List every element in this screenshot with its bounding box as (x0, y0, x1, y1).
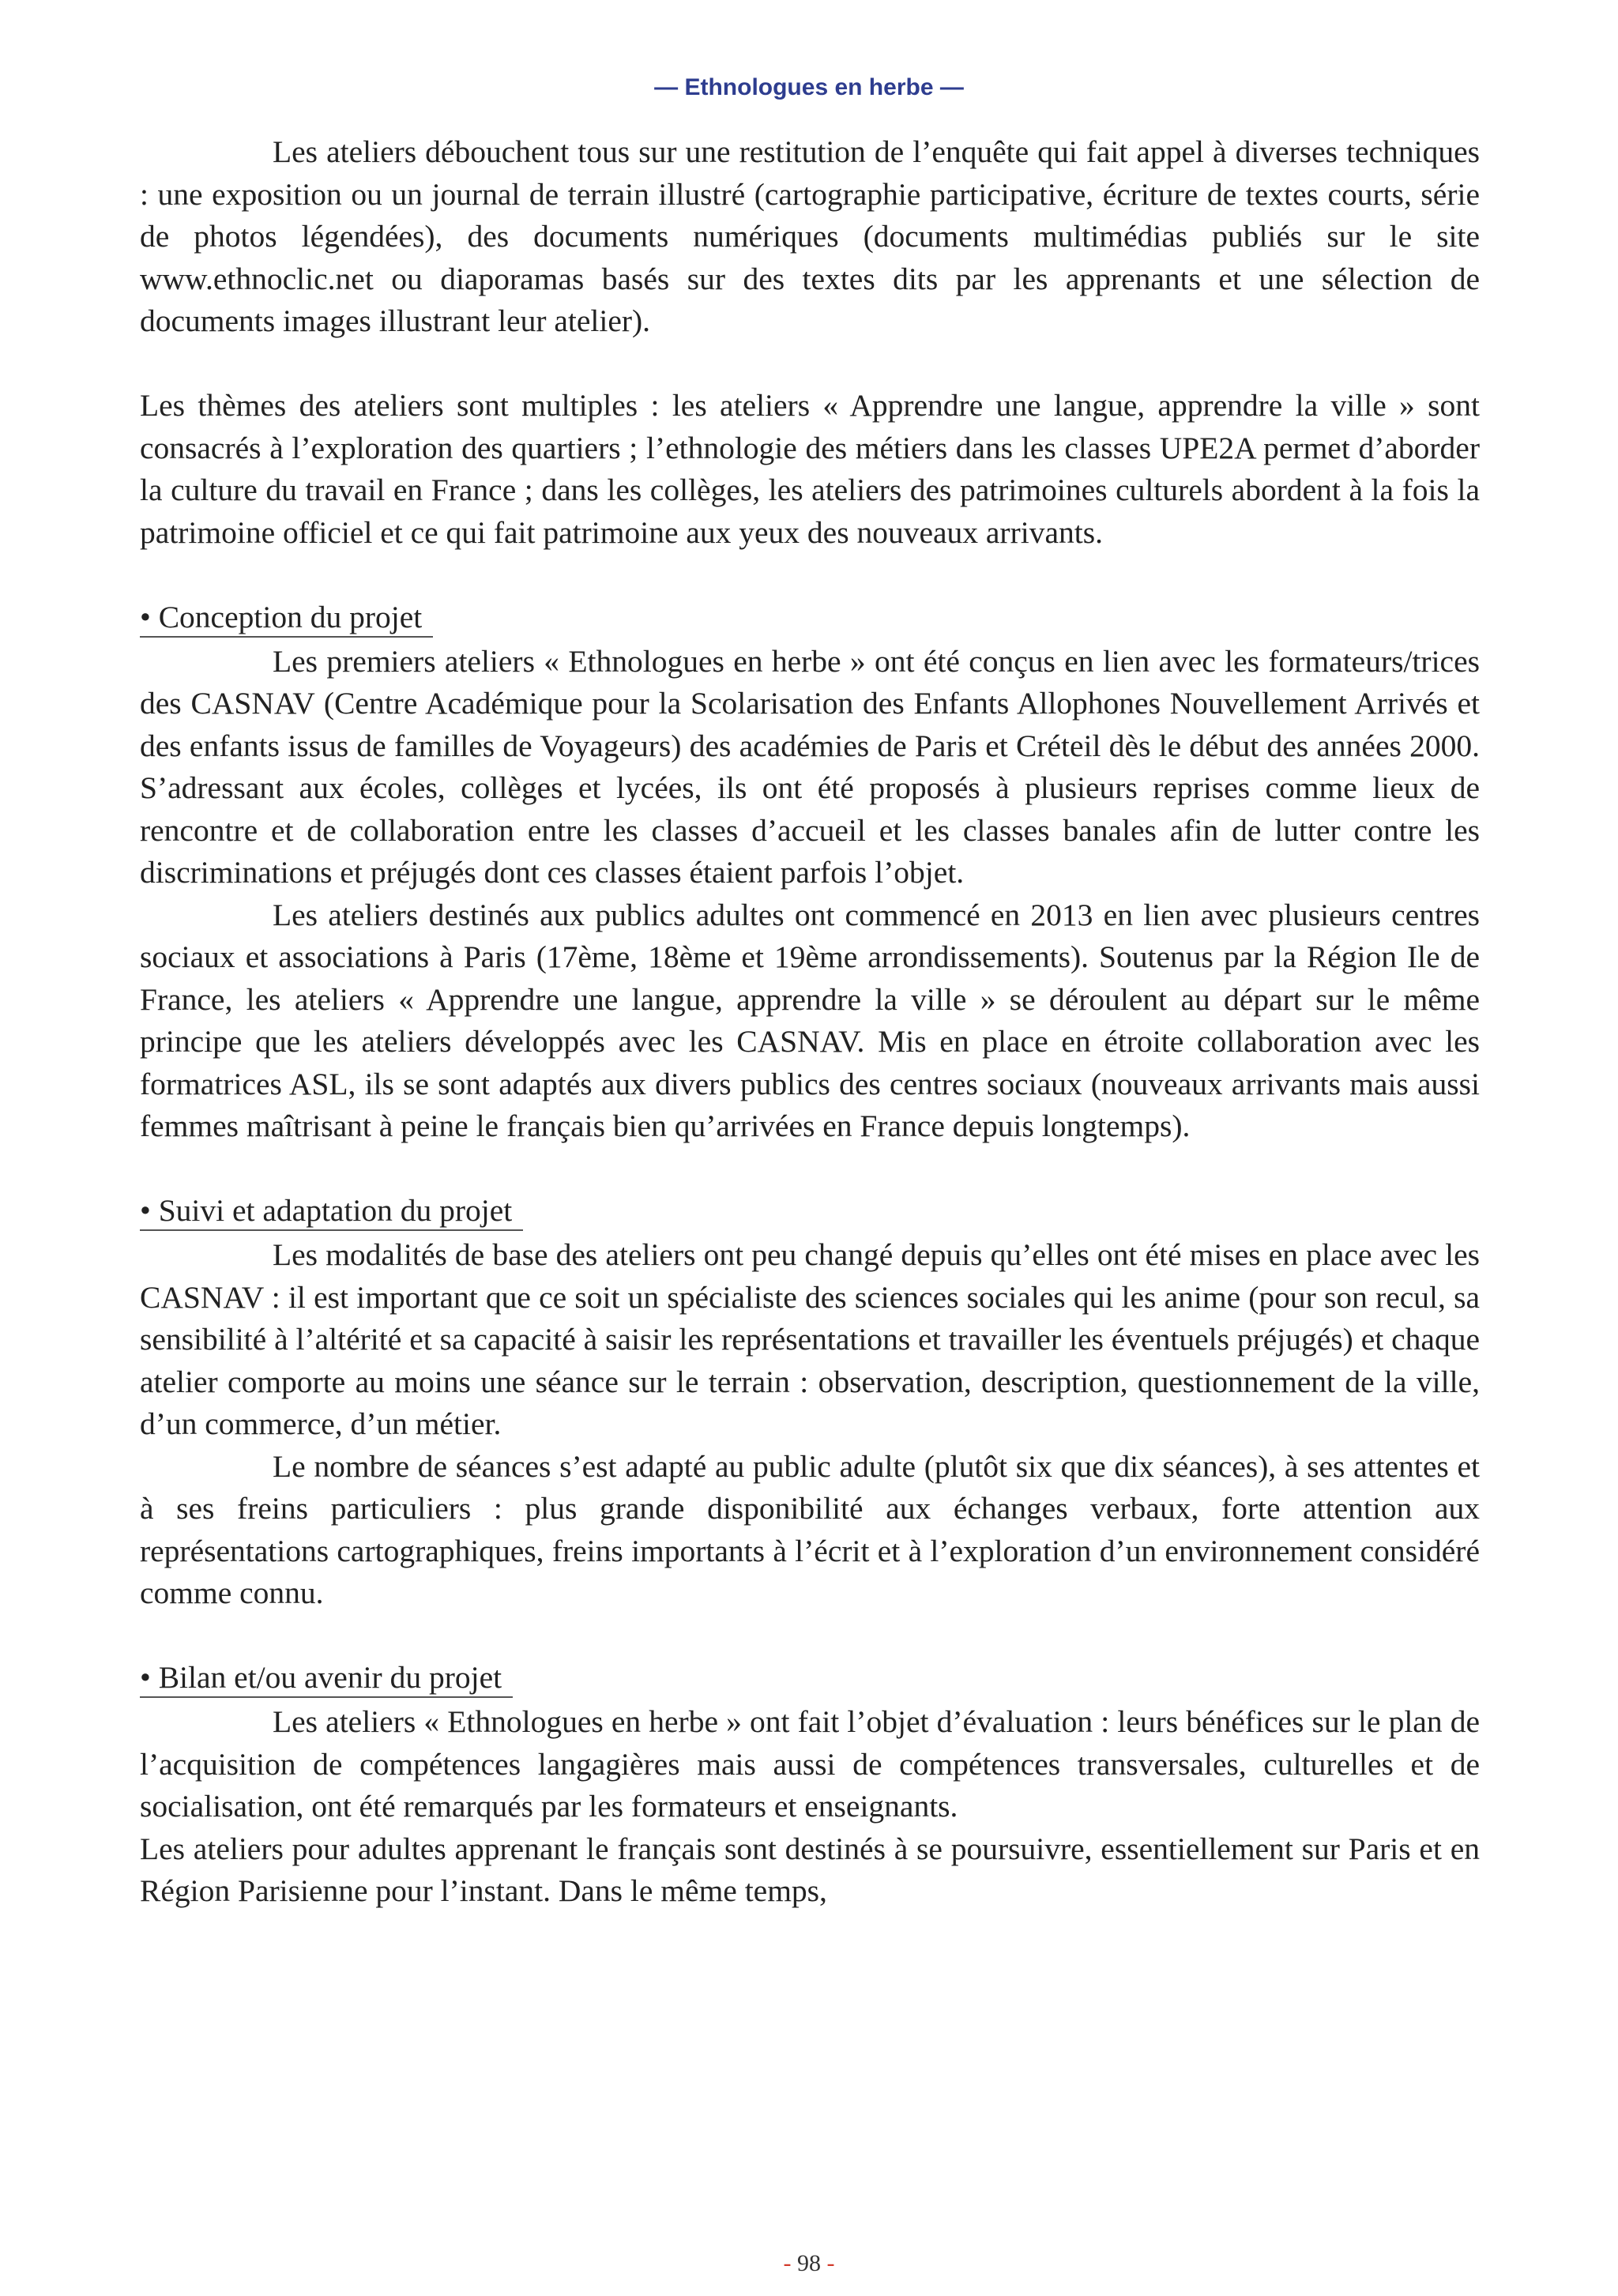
paragraph-spacer (140, 554, 1480, 597)
paragraph-spacer (140, 1148, 1480, 1191)
intro-paragraph-restitution: Les ateliers débouchent tous sur une restitution de l’enquête qui fait appel à diverses techniques : une exposition ou un journal de terrain illustré (cartographie participative, écriture de textes courts, série de photos légendées), des documents numériques (documents multimédias publiés sur le site www.ethnoclic.net ou diaporamas basés sur des textes dits par les apprenants et une sélection de documents images illustrant leur atelier). (140, 134, 1480, 338)
section-heading-bilan: • Bilan et/ou avenir du projet (140, 1659, 513, 1698)
conception-paragraph-1: Les premiers ateliers « Ethnologues en herbe » ont été conçus en lien avec les formateurs/trices des CASNAV (Centre Académique pour la Scolarisation des Enfants Allophones Nouvellement Arrivés et des enfants issus de familles de Voyageurs) des académies de Paris et Créteil dès le début des années 2000. S’adressant aux écoles, collèges et lycées, ils ont été proposés à plusieurs reprises comme lieux de rencontre et de collaboration entre les classes d’accueil et les classes banales afin de lutter contre les discriminations et préjugés dont ces classes étaient parfois l’objet. (140, 643, 1480, 890)
bilan-paragraph-1: Les ateliers « Ethnologues en herbe » ont fait l’objet d’évaluation : leurs bénéfices sur le plan de l’acquisition de compétences langagières mais aussi de compétences transversales, culturelles et de socialisation, ont été remarqués par les formateurs et enseignants. (140, 1704, 1480, 1824)
paragraph-spacer (140, 1615, 1480, 1658)
section-heading-suivi: • Suivi et adaptation du projet (140, 1192, 523, 1231)
page-number-dash-right: - (826, 2250, 835, 2276)
paragraph-spacer (140, 343, 1480, 386)
running-header: — Ethnologues en herbe — (654, 74, 964, 100)
body-text (140, 131, 1480, 1913)
suivi-paragraph-1: Les modalités de base des ateliers ont peu changé depuis qu’elles ont été mises en place avec les CASNAV : il est important que ce soit un spécialiste des sciences sociales qui les anime (pour son recul, sa sensibilité à l’altérité et sa capacité à saisir les représentations et travailler les éventuels préjugés) et chaque atelier comporte au moins une séance sur le terrain : observation, description, questionnement de la ville, d’un commerce, d’un métier. (140, 1237, 1480, 1441)
page-number (0, 2250, 1618, 2277)
section-heading-conception: • Conception du projet (140, 599, 433, 638)
bilan-paragraph-2: Les ateliers pour adultes apprenant le français sont destinés à se poursuivre, essentiellement sur Paris et en Région Parisienne pour l’instant. Dans le même temps, (140, 1831, 1480, 1908)
suivi-paragraph-2: Le nombre de séances s’est adapté au public adulte (plutôt six que dix séances), à ses attentes et à ses freins particuliers : plus grande disponibilité aux échanges verbaux, forte attention aux représentations cartographiques, freins importants à l’écrit et à l’exploration d’un environnement considéré comme connu. (140, 1448, 1480, 1610)
conception-paragraph-2: Les ateliers destinés aux publics adultes ont commencé en 2013 en lien avec plusieurs centres sociaux et associations à Paris (17ème, 18ème et 19ème arrondissements). Soutenus par la Région Ile de France, les ateliers « Apprendre une langue, apprendre la ville » se déroulent au départ sur le même principe que les ateliers développés avec les CASNAV. Mis en place en étroite collaboration avec les formatrices ASL, ils se sont adaptés aux divers publics des centres sociaux (nouveaux arrivants mais aussi femmes maîtrisant à peine le français bien qu’arrivées en France depuis longtemps). (140, 897, 1480, 1143)
section-bilan (140, 1657, 1480, 1701)
page-number-value: 98 (797, 2250, 821, 2276)
section-suivi (140, 1190, 1480, 1234)
page-number-dash-left: - (783, 2250, 792, 2276)
intro-paragraph-themes: Les thèmes des ateliers sont multiples : les ateliers « Apprendre une langue, apprendre la ville » sont consacrés à l’exploration des quartiers ; l’ethnologie des métiers dans les classes UPE2A permet d’aborder la culture du travail en France ; dans les collèges, les ateliers des patrimoines culturels abordent à la fois la patrimoine officiel et ce qui fait patrimoine aux yeux des nouveaux arrivants. (140, 388, 1480, 550)
section-conception (140, 597, 1480, 641)
